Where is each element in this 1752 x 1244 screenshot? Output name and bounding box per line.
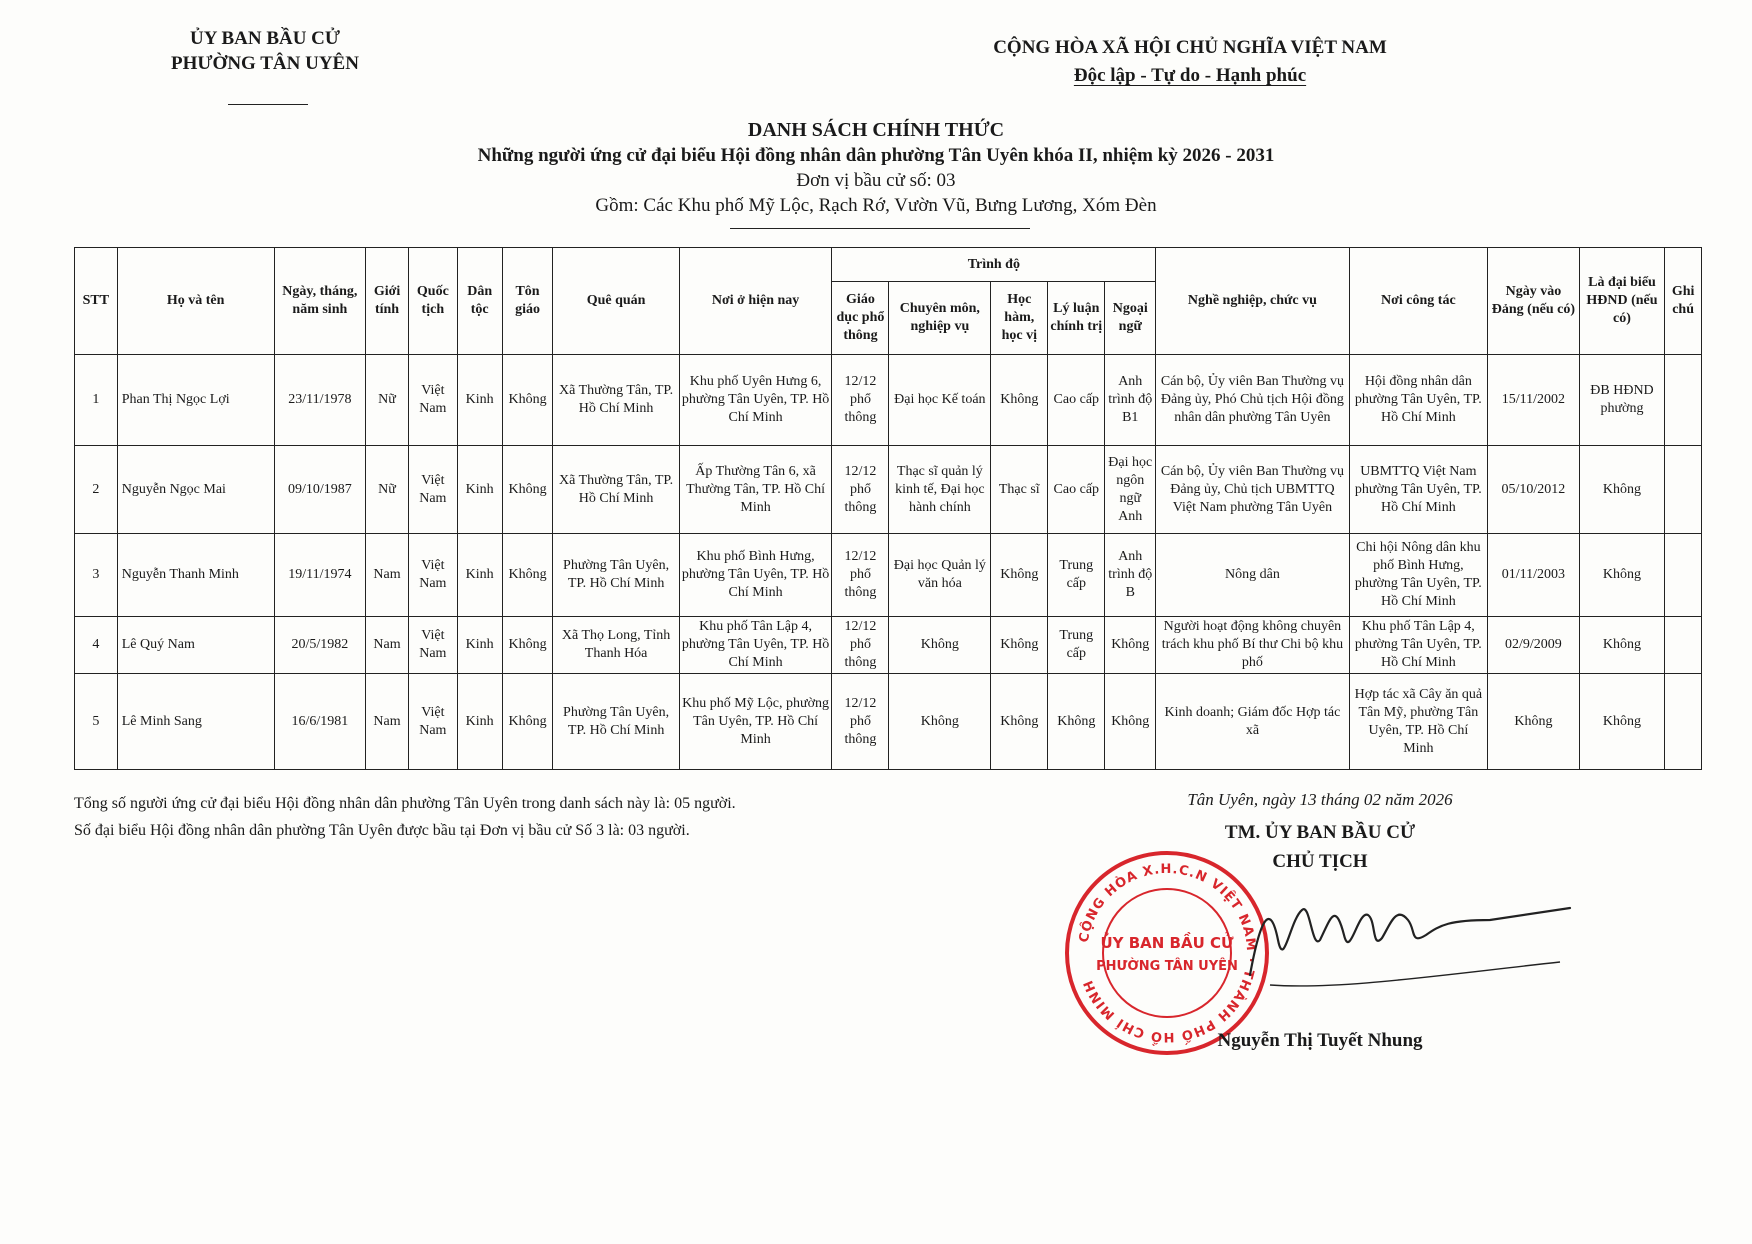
cell-academic: Không bbox=[991, 674, 1048, 770]
cell-residence: Khu phố Bình Hưng, phường Tân Uyên, TP. Hồ Chí Minh bbox=[679, 534, 832, 617]
cell-residence: Khu phố Tân Lập 4, phường Tân Uyên, TP. Hồ Chí Minh bbox=[679, 617, 832, 674]
cell-general-edu: 12/12 phổ thông bbox=[832, 617, 889, 674]
cell-dob: 09/10/1987 bbox=[274, 446, 366, 534]
cell-nationality: Việt Nam bbox=[408, 446, 457, 534]
cell-stt: 3 bbox=[75, 534, 118, 617]
national-motto bbox=[900, 34, 1480, 90]
cell-language: Đại học ngôn ngữ Anh bbox=[1105, 446, 1156, 534]
sign-role-2: CHỦ TỊCH bbox=[1272, 851, 1368, 872]
cell-hometown: Xã Thường Tân, TP. Hồ Chí Minh bbox=[553, 355, 679, 446]
cell-nationality: Việt Nam bbox=[408, 355, 457, 446]
table-row bbox=[75, 534, 1702, 617]
cell-gender: Nam bbox=[366, 674, 409, 770]
cell-nationality: Việt Nam bbox=[408, 534, 457, 617]
cell-note bbox=[1665, 355, 1702, 446]
cell-general-edu: 12/12 phổ thông bbox=[832, 674, 889, 770]
cell-political: Trung cấp bbox=[1048, 534, 1105, 617]
cell-ethnicity: Kinh bbox=[457, 446, 502, 534]
cell-academic: Không bbox=[991, 617, 1048, 674]
cell-religion: Không bbox=[502, 355, 553, 446]
cell-note bbox=[1665, 534, 1702, 617]
cell-religion: Không bbox=[502, 534, 553, 617]
col-general-edu: Giáo dục phổ thông bbox=[832, 282, 889, 355]
cell-name: Nguyễn Thanh Minh bbox=[117, 534, 274, 617]
col-party-date: Ngày vào Đảng (nếu có) bbox=[1488, 248, 1580, 355]
cell-name: Lê Minh Sang bbox=[117, 674, 274, 770]
cell-hometown: Xã Thọ Long, Tỉnh Thanh Hóa bbox=[553, 617, 679, 674]
cell-religion: Không bbox=[502, 674, 553, 770]
col-education-group: Trình độ bbox=[832, 248, 1156, 282]
cell-dob: 16/6/1981 bbox=[274, 674, 366, 770]
cell-workplace: Hợp tác xã Cây ăn quả Tân Mỹ, phường Tân Uyên, TP. Hồ Chí Minh bbox=[1349, 674, 1487, 770]
cell-note bbox=[1665, 674, 1702, 770]
col-political: Lý luận chính trị bbox=[1048, 282, 1105, 355]
cell-occupation: Nông dân bbox=[1156, 534, 1349, 617]
cell-hometown: Phường Tân Uyên, TP. Hồ Chí Minh bbox=[553, 534, 679, 617]
nation-line-1: CỘNG HÒA XÃ HỘI CHỦ NGHĨA VIỆT NAM bbox=[993, 37, 1387, 58]
col-stt: STT bbox=[75, 248, 118, 355]
col-professional: Chuyên môn, nghiệp vụ bbox=[889, 282, 991, 355]
cell-ethnicity: Kinh bbox=[457, 617, 502, 674]
col-hometown: Quê quán bbox=[553, 248, 679, 355]
cell-professional: Đại học Quản lý văn hóa bbox=[889, 534, 991, 617]
cell-general-edu: 12/12 phổ thông bbox=[832, 446, 889, 534]
total-candidates-line: Tổng số người ứng cử đại biểu Hội đồng nhân dân phường Tân Uyên trong danh sách này là: 05 người. bbox=[74, 795, 736, 812]
cell-workplace: Hội đồng nhân dân phường Tân Uyên, TP. Hồ Chí Minh bbox=[1349, 355, 1487, 446]
cell-religion: Không bbox=[502, 617, 553, 674]
col-note: Ghi chú bbox=[1665, 248, 1702, 355]
table-row bbox=[75, 617, 1702, 674]
handwritten-signature-icon bbox=[1240, 880, 1580, 990]
cell-political: Không bbox=[1048, 674, 1105, 770]
cell-dob: 20/5/1982 bbox=[274, 617, 366, 674]
cell-language: Anh trình độ B bbox=[1105, 534, 1156, 617]
cell-gender: Nữ bbox=[366, 355, 409, 446]
signing-date: Tân Uyên, ngày 13 tháng 02 năm 2026 bbox=[1187, 790, 1453, 809]
org-underline bbox=[228, 104, 308, 105]
cell-nationality: Việt Nam bbox=[408, 617, 457, 674]
cell-residence: Ấp Thường Tân 6, xã Thường Tân, TP. Hồ Chí Minh bbox=[679, 446, 832, 534]
cell-hometown: Phường Tân Uyên, TP. Hồ Chí Minh bbox=[553, 674, 679, 770]
table-row bbox=[75, 446, 1702, 534]
cell-professional: Thạc sĩ quản lý kinh tế, Đại học hành chính bbox=[889, 446, 991, 534]
cell-is-delegate: Không bbox=[1579, 617, 1665, 674]
cell-stt: 2 bbox=[75, 446, 118, 534]
col-ethnicity: Dân tộc bbox=[457, 248, 502, 355]
document-titles bbox=[0, 118, 1752, 218]
col-gender: Giới tính bbox=[366, 248, 409, 355]
cell-general-edu: 12/12 phổ thông bbox=[832, 355, 889, 446]
org-line-1: ỦY BAN BẦU CỬ bbox=[189, 28, 341, 49]
cell-stt: 4 bbox=[75, 617, 118, 674]
cell-workplace: UBMTTQ Việt Nam phường Tân Uyên, TP. Hồ Chí Minh bbox=[1349, 446, 1487, 534]
cell-party-date: 05/10/2012 bbox=[1488, 446, 1580, 534]
document-subtitle: Những người ứng cử đại biểu Hội đồng nhân dân phường Tân Uyên khóa II, nhiệm kỳ 2026 - 2031 bbox=[477, 145, 1275, 166]
col-dob: Ngày, tháng, năm sinh bbox=[274, 248, 366, 355]
footer-notes bbox=[74, 790, 736, 844]
col-workplace: Nơi công tác bbox=[1349, 248, 1487, 355]
table-row bbox=[75, 674, 1702, 770]
cell-stt: 1 bbox=[75, 355, 118, 446]
cell-language: Không bbox=[1105, 674, 1156, 770]
unit-includes: Gồm: Các Khu phố Mỹ Lộc, Rạch Rớ, Vườn Vũ, Bưng Lương, Xóm Đèn bbox=[595, 195, 1157, 216]
org-line-2: PHƯỜNG TÂN UYÊN bbox=[171, 53, 359, 74]
cell-dob: 23/11/1978 bbox=[274, 355, 366, 446]
cell-political: Cao cấp bbox=[1048, 446, 1105, 534]
cell-gender: Nam bbox=[366, 617, 409, 674]
cell-professional: Đại học Kế toán bbox=[889, 355, 991, 446]
cell-name: Phan Thị Ngọc Lợi bbox=[117, 355, 274, 446]
sign-role-1: TM. ỦY BAN BẦU CỬ bbox=[1224, 822, 1416, 843]
cell-language: Anh trình độ B1 bbox=[1105, 355, 1156, 446]
seal-outer-text: CỘNG HÒA X.H.C.N VIỆT NAM · THÀNH PHỐ HỒ CHÍ MINH bbox=[1076, 861, 1259, 1045]
cell-residence: Khu phố Mỹ Lộc, phường Tân Uyên, TP. Hồ Chí Minh bbox=[679, 674, 832, 770]
cell-political: Cao cấp bbox=[1048, 355, 1105, 446]
candidate-table bbox=[74, 247, 1702, 770]
cell-nationality: Việt Nam bbox=[408, 674, 457, 770]
col-nationality: Quốc tịch bbox=[408, 248, 457, 355]
cell-is-delegate: Không bbox=[1579, 674, 1665, 770]
table-row bbox=[75, 355, 1702, 446]
cell-party-date: 01/11/2003 bbox=[1488, 534, 1580, 617]
cell-occupation: Người hoạt động không chuyên trách khu phố Bí thư Chi bộ khu phố bbox=[1156, 617, 1349, 674]
cell-is-delegate: Không bbox=[1579, 534, 1665, 617]
cell-ethnicity: Kinh bbox=[457, 534, 502, 617]
cell-name: Lê Quý Nam bbox=[117, 617, 274, 674]
cell-name: Nguyễn Ngọc Mai bbox=[117, 446, 274, 534]
cell-professional: Không bbox=[889, 617, 991, 674]
cell-academic: Thạc sĩ bbox=[991, 446, 1048, 534]
title-underline bbox=[730, 228, 1030, 229]
cell-party-date: Không bbox=[1488, 674, 1580, 770]
cell-occupation: Cán bộ, Ủy viên Ban Thường vụ Đảng ủy, Phó Chủ tịch Hội đồng nhân dân phường Tân Uyên bbox=[1156, 355, 1349, 446]
seal-inner-line-1: ỦY BAN BẦU CỬ bbox=[1100, 934, 1234, 952]
cell-gender: Nữ bbox=[366, 446, 409, 534]
cell-hometown: Xã Thường Tân, TP. Hồ Chí Minh bbox=[553, 446, 679, 534]
cell-stt: 5 bbox=[75, 674, 118, 770]
seal-inner-line-2: PHƯỜNG TÂN UYÊN bbox=[1096, 959, 1238, 974]
electoral-unit: Đơn vị bầu cử số: 03 bbox=[796, 170, 956, 191]
table-header-row bbox=[75, 248, 1702, 282]
cell-ethnicity: Kinh bbox=[457, 674, 502, 770]
cell-occupation: Cán bộ, Ủy viên Ban Thường vụ Đảng ủy, Chủ tịch UBMTTQ Việt Nam phường Tân Uyên bbox=[1156, 446, 1349, 534]
cell-note bbox=[1665, 617, 1702, 674]
document-title: DANH SÁCH CHÍNH THỨC bbox=[747, 119, 1005, 141]
cell-religion: Không bbox=[502, 446, 553, 534]
cell-is-delegate: ĐB HĐND phường bbox=[1579, 355, 1665, 446]
cell-note bbox=[1665, 446, 1702, 534]
cell-party-date: 02/9/2009 bbox=[1488, 617, 1580, 674]
nation-line-2: Độc lập - Tự do - Hạnh phúc bbox=[1073, 65, 1307, 86]
signer-name: Nguyễn Thị Tuyết Nhung bbox=[1217, 1030, 1423, 1051]
col-language: Ngoại ngữ bbox=[1105, 282, 1156, 355]
cell-occupation: Kinh doanh; Giám đốc Hợp tác xã bbox=[1156, 674, 1349, 770]
col-occupation: Nghề nghiệp, chức vụ bbox=[1156, 248, 1349, 355]
col-name: Họ và tên bbox=[117, 248, 274, 355]
elected-count-line: Số đại biểu Hội đồng nhân dân phường Tân Uyên được bầu tại Đơn vị bầu cử Số 3 là: 03 người. bbox=[74, 822, 690, 839]
col-religion: Tôn giáo bbox=[502, 248, 553, 355]
cell-dob: 19/11/1974 bbox=[274, 534, 366, 617]
cell-academic: Không bbox=[991, 534, 1048, 617]
cell-political: Trung cấp bbox=[1048, 617, 1105, 674]
cell-academic: Không bbox=[991, 355, 1048, 446]
cell-is-delegate: Không bbox=[1579, 446, 1665, 534]
cell-professional: Không bbox=[889, 674, 991, 770]
cell-party-date: 15/11/2002 bbox=[1488, 355, 1580, 446]
issuing-organization bbox=[140, 26, 390, 76]
cell-workplace: Chi hội Nông dân khu phố Bình Hưng, phường Tân Uyên, TP. Hồ Chí Minh bbox=[1349, 534, 1487, 617]
col-academic: Học hàm, học vị bbox=[991, 282, 1048, 355]
cell-language: Không bbox=[1105, 617, 1156, 674]
cell-residence: Khu phố Uyên Hưng 6, phường Tân Uyên, TP. Hồ Chí Minh bbox=[679, 355, 832, 446]
col-residence: Nơi ở hiện nay bbox=[679, 248, 832, 355]
cell-ethnicity: Kinh bbox=[457, 355, 502, 446]
col-is-delegate: Là đại biểu HĐND (nếu có) bbox=[1579, 248, 1665, 355]
cell-gender: Nam bbox=[366, 534, 409, 617]
cell-workplace: Khu phố Tân Lập 4, phường Tân Uyên, TP. Hồ Chí Minh bbox=[1349, 617, 1487, 674]
cell-general-edu: 12/12 phổ thông bbox=[832, 534, 889, 617]
